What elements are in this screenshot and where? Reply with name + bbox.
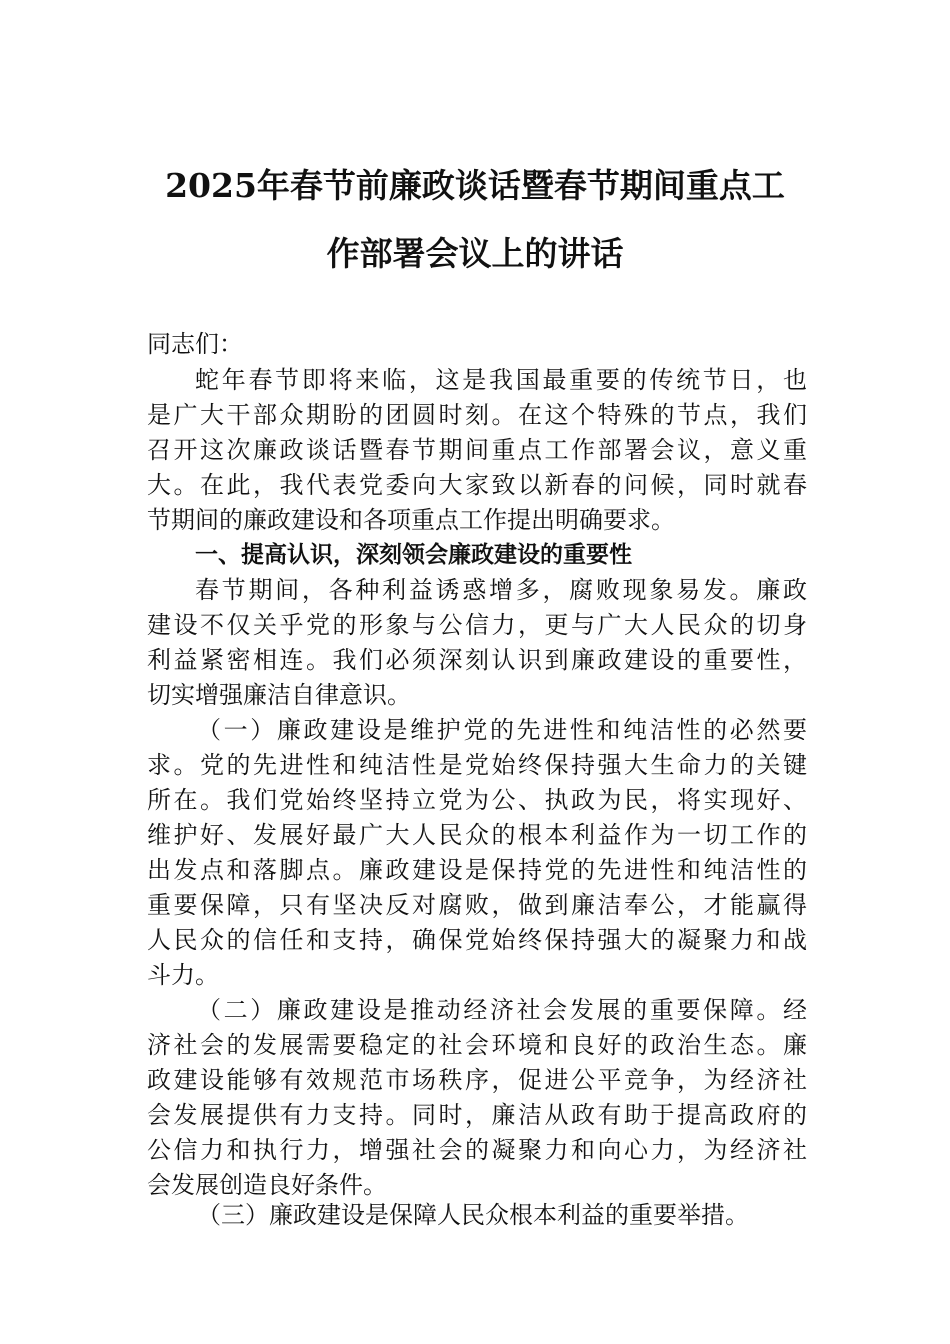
subsection-line: （三）廉政建设是保障人民众根本利益的重要举措。 — [197, 1201, 749, 1229]
document-title-line-1: 2025年春节前廉政谈话暨春节期间重点工 — [165, 166, 785, 205]
paragraph-line: 春节期间，各种利益诱惑增多，腐败现象易发。廉政 — [195, 576, 807, 604]
paragraph-line: 切实增强廉洁自律意识。 — [147, 681, 411, 709]
paragraph-line: 召开这次廉政谈话暨春节期间重点工作部署会议，意义重 — [147, 436, 807, 464]
paragraph-line: 济社会的发展需要稳定的社会环境和良好的政治生态。廉 — [147, 1031, 807, 1059]
paragraph-line: 是广大干部众期盼的团圆时刻。在这个特殊的节点，我们 — [147, 401, 807, 429]
paragraph-line: 会发展提供有力支持。同时，廉洁从政有助于提高政府的 — [147, 1101, 807, 1129]
salutation: 同志们： — [147, 330, 243, 358]
paragraph-line: 节期间的廉政建设和各项重点工作提出明确要求。 — [147, 506, 675, 534]
subsection-line: （二）廉政建设是推动经济社会发展的重要保障。经 — [197, 996, 807, 1024]
paragraph-line: 维护好、发展好最广大人民众的根本利益作为一切工作的 — [147, 821, 807, 849]
paragraph-line: 重要保障，只有坚决反对腐败，做到廉洁奉公，才能赢得 — [147, 891, 807, 919]
paragraph-line: 所在。我们党始终坚持立党为公、执政为民，将实现好、 — [147, 786, 807, 814]
paragraph-line: 出发点和落脚点。廉政建设是保持党的先进性和纯洁性的 — [147, 856, 807, 884]
paragraph-line: 人民众的信任和支持，确保党始终保持强大的凝聚力和战 — [147, 926, 807, 954]
paragraph-line: 建设不仅关乎党的形象与公信力，更与广大人民众的切身 — [147, 611, 807, 639]
paragraph-line: 利益紧密相连。我们必须深刻认识到廉政建设的重要性， — [147, 646, 807, 674]
paragraph-line: 求。党的先进性和纯洁性是党始终保持强大生命力的关键 — [147, 751, 807, 779]
paragraph-line: 斗力。 — [147, 961, 219, 989]
section-heading: 一、提高认识，深刻领会廉政建设的重要性 — [195, 542, 632, 568]
paragraph-line: 会发展创造良好条件。 — [147, 1171, 387, 1199]
paragraph-line: 政建设能够有效规范市场秩序，促进公平竞争，为经济社 — [147, 1066, 807, 1094]
document-title-line-2: 作部署会议上的讲话 — [326, 234, 624, 273]
paragraph-line: 公信力和执行力，增强社会的凝聚力和向心力，为经济社 — [147, 1136, 807, 1164]
paragraph-line: 大。在此，我代表党委向大家致以新春的问候，同时就春 — [147, 471, 807, 499]
paragraph-line: 蛇年春节即将来临，这是我国最重要的传统节日，也 — [195, 366, 807, 394]
subsection-line: （一）廉政建设是维护党的先进性和纯洁性的必然要 — [197, 716, 807, 744]
